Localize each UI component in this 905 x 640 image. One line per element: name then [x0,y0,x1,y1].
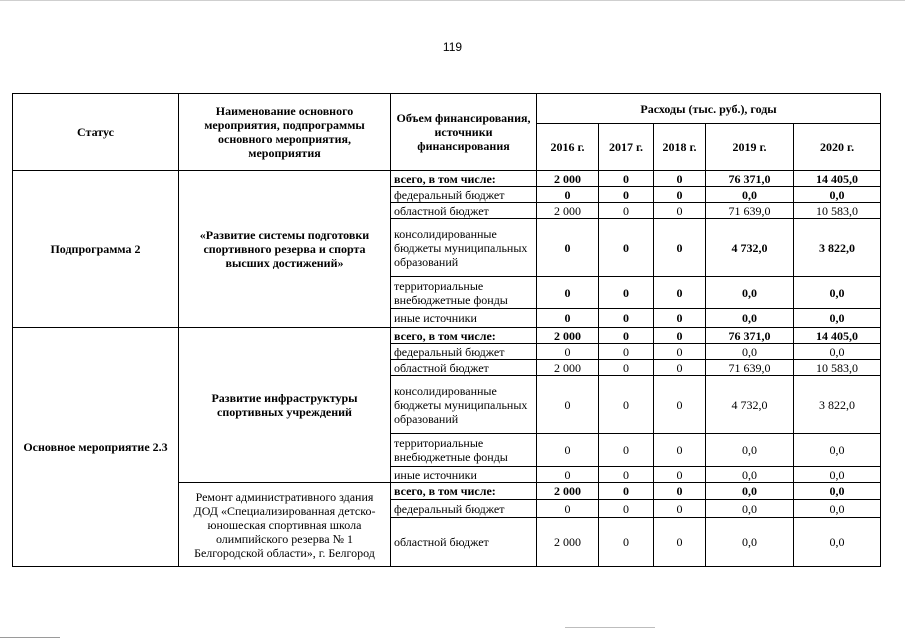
amount-cell: 2 000 [537,203,599,219]
amount-cell: 10 583,0 [794,360,881,376]
funding-source: всего, в том числе: [391,171,537,187]
amount-cell: 0,0 [706,434,794,467]
funding-source: консолидированные бюджеты муниципальных образований [391,376,537,434]
amount-cell: 71 639,0 [706,360,794,376]
header-year: 2019 г. [706,124,794,171]
funding-table [12,93,881,567]
amount-cell: 0,0 [706,187,794,203]
amount-cell: 0,0 [794,467,881,483]
amount-cell: 0 [537,187,599,203]
amount-cell: 0 [537,376,599,434]
funding-source: федеральный бюджет [391,500,537,518]
amount-cell: 0,0 [706,277,794,309]
amount-cell: 0 [599,483,654,500]
amount-cell: 2 000 [537,328,599,344]
amount-cell: 0 [654,219,706,277]
funding-source: федеральный бюджет [391,187,537,203]
funding-source: федеральный бюджет [391,344,537,360]
header-year: 2017 г. [599,124,654,171]
amount-cell: 14 405,0 [794,171,881,187]
amount-cell: 2 000 [537,171,599,187]
event-name-cell: «Развитие системы подготовки спортивного резерва и спорта высших достижений» [179,171,391,328]
header-expenses: Расходы (тыс. руб.), годы [537,94,881,124]
amount-cell: 0 [599,500,654,518]
amount-cell: 0,0 [794,500,881,518]
amount-cell: 0 [654,328,706,344]
event-name-cell: Развитие инфраструктуры спортивных учреждений [179,328,391,483]
table-row [13,328,881,344]
amount-cell: 0 [537,344,599,360]
amount-cell: 0 [654,434,706,467]
amount-cell: 0 [599,219,654,277]
amount-cell: 0 [599,467,654,483]
amount-cell: 0 [599,203,654,219]
funding-source: консолидированные бюджеты муниципальных образований [391,219,537,277]
event-name-cell: Ремонт административного здания ДОД «Специализированная детско-юношеская спортивная школа олимпийского резерва № 1 Белгородской области», г. Белгород [179,483,391,567]
amount-cell: 76 371,0 [706,171,794,187]
amount-cell: 0,0 [706,467,794,483]
amount-cell: 0 [537,434,599,467]
amount-cell: 0 [654,376,706,434]
amount-cell: 0 [654,187,706,203]
amount-cell: 3 822,0 [794,376,881,434]
amount-cell: 0,0 [794,434,881,467]
status-cell: Основное мероприятие 2.3 [13,328,179,567]
amount-cell: 0 [654,344,706,360]
amount-cell: 4 732,0 [706,219,794,277]
amount-cell: 0 [537,500,599,518]
amount-cell: 0 [654,500,706,518]
amount-cell: 0,0 [794,483,881,500]
amount-cell: 0 [654,467,706,483]
header-volume: Объем финансирования, источники финансирования [391,94,537,171]
amount-cell: 0 [537,309,599,328]
header-year: 2016 г. [537,124,599,171]
amount-cell: 0 [599,187,654,203]
funding-source: областной бюджет [391,203,537,219]
amount-cell: 3 822,0 [794,219,881,277]
header-name: Наименование основного мероприятия, подпрограммы основного мероприятия, мероприятия [179,94,391,171]
amount-cell: 0 [599,277,654,309]
header-year: 2020 г. [794,124,881,171]
amount-cell: 0 [654,483,706,500]
amount-cell: 2 000 [537,483,599,500]
amount-cell: 0,0 [706,483,794,500]
amount-cell: 0 [599,309,654,328]
funding-source: всего, в том числе: [391,328,537,344]
amount-cell: 0 [599,171,654,187]
header-status: Статус [13,94,179,171]
amount-cell: 0 [654,171,706,187]
page-number: 119 [442,40,463,54]
amount-cell: 10 583,0 [794,203,881,219]
status-cell: Подпрограмма 2 [13,171,179,328]
amount-cell: 2 000 [537,360,599,376]
amount-cell: 14 405,0 [794,328,881,344]
amount-cell: 0 [654,309,706,328]
amount-cell: 2 000 [537,518,599,567]
amount-cell: 0,0 [706,500,794,518]
amount-cell: 0 [599,518,654,567]
funding-source: иные источники [391,467,537,483]
amount-cell: 0,0 [706,518,794,567]
amount-cell: 0 [537,219,599,277]
amount-cell: 0,0 [794,277,881,309]
funding-source: областной бюджет [391,518,537,567]
amount-cell: 0 [599,434,654,467]
amount-cell: 0 [537,467,599,483]
amount-cell: 0 [599,360,654,376]
amount-cell: 0 [654,277,706,309]
funding-source: всего, в том числе: [391,483,537,500]
header-year: 2018 г. [654,124,706,171]
amount-cell: 0 [654,203,706,219]
amount-cell: 0 [599,328,654,344]
amount-cell: 0 [654,518,706,567]
amount-cell: 76 371,0 [706,328,794,344]
amount-cell: 71 639,0 [706,203,794,219]
funding-source: территориальные внебюджетные фонды [391,434,537,467]
table-row [13,171,881,187]
amount-cell: 0,0 [706,309,794,328]
amount-cell: 0 [599,344,654,360]
funding-source: областной бюджет [391,360,537,376]
amount-cell: 0,0 [706,344,794,360]
funding-source: иные источники [391,309,537,328]
amount-cell: 0,0 [794,187,881,203]
funding-source: территориальные внебюджетные фонды [391,277,537,309]
amount-cell: 0 [599,376,654,434]
amount-cell: 0 [537,277,599,309]
amount-cell: 0,0 [794,518,881,567]
amount-cell: 4 732,0 [706,376,794,434]
amount-cell: 0,0 [794,344,881,360]
amount-cell: 0 [654,360,706,376]
amount-cell: 0,0 [794,309,881,328]
